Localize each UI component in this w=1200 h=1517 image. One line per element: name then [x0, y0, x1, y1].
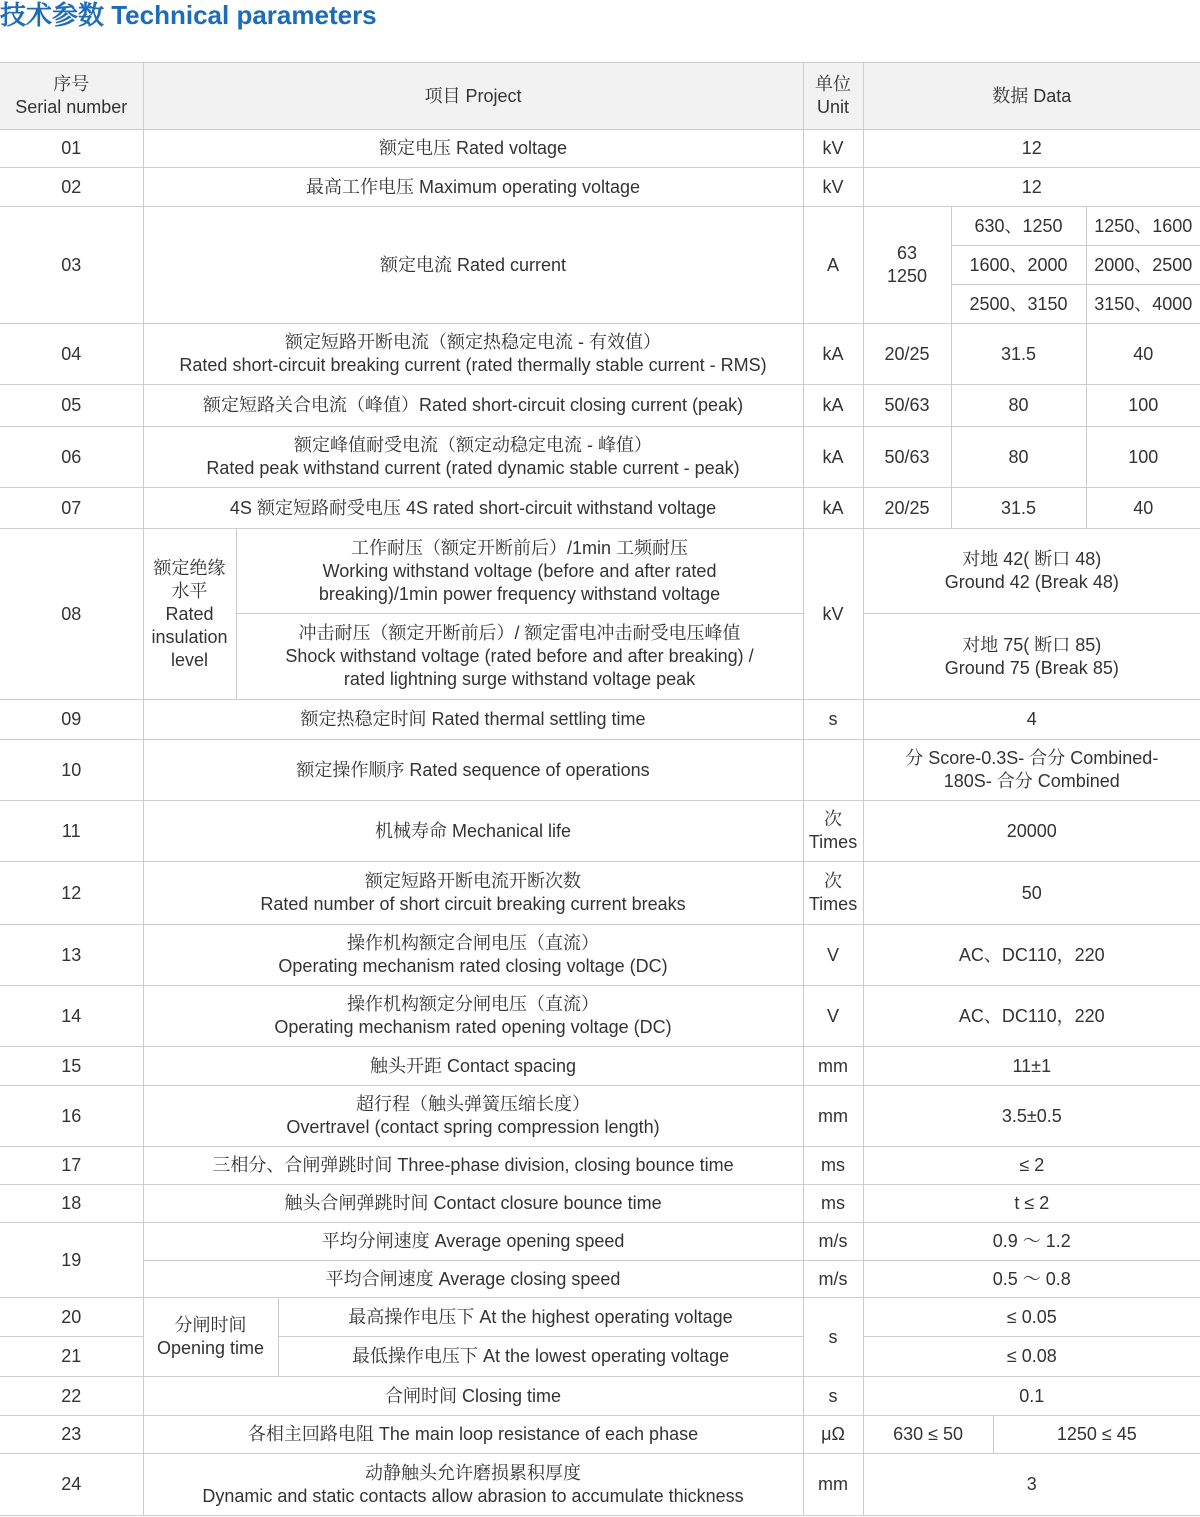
serial-cell: 02: [0, 168, 143, 207]
data-cell: 20/25: [863, 324, 951, 385]
data-cell: 31.5: [951, 324, 1086, 385]
project-cell: 超行程（触头弹簧压缩长度） Overtravel (contact spring compression length): [143, 1086, 803, 1147]
unit-cell: m/s: [803, 1223, 863, 1261]
table-row: [0, 1185, 1200, 1223]
unit-cell: kA: [803, 488, 863, 529]
data-cell: 对地 75( 断口 85) Ground 75 (Break 85): [863, 614, 1200, 700]
data-cell: 100: [1086, 385, 1200, 427]
data-cell: 1250、1600: [1086, 207, 1200, 246]
serial-cell: 13: [0, 925, 143, 986]
data-cell: 3.5±0.5: [863, 1086, 1200, 1147]
data-cell: 11±1: [863, 1047, 1200, 1086]
unit-cell: ms: [803, 1147, 863, 1185]
unit-cell: m/s: [803, 1261, 863, 1298]
data-cell: 50/63: [863, 385, 951, 427]
serial-cell: 09: [0, 700, 143, 740]
serial-cell: 11: [0, 801, 143, 862]
unit-cell: kA: [803, 385, 863, 427]
table-row: [0, 529, 1200, 614]
table-row: [0, 1454, 1200, 1516]
serial-cell: 05: [0, 385, 143, 427]
data-cell: 3150、4000: [1086, 285, 1200, 324]
serial-cell: 14: [0, 986, 143, 1047]
serial-cell: 08: [0, 529, 143, 700]
serial-cell: 17: [0, 1147, 143, 1185]
project-cell: 触头合闸弹跳时间 Contact closure bounce time: [143, 1185, 803, 1223]
data-cell: ≤ 2: [863, 1147, 1200, 1185]
data-cell: 0.5 ～ 0.8: [863, 1261, 1200, 1298]
data-cell: t ≤ 2: [863, 1185, 1200, 1223]
data-cell: 2500、3150: [951, 285, 1086, 324]
table-row: [0, 862, 1200, 925]
unit-cell: s: [803, 1377, 863, 1416]
project-cell: 最低操作电压下 At the lowest operating voltage: [278, 1337, 803, 1377]
table-row: [0, 1298, 1200, 1337]
data-cell: 12: [863, 168, 1200, 207]
unit-cell: A: [803, 207, 863, 324]
project-cell: 最高工作电压 Maximum operating voltage: [143, 168, 803, 207]
data-cell: 63 1250: [863, 207, 951, 324]
group-cell: 额定绝缘 水平 Rated insulation level: [143, 529, 236, 700]
data-cell: 12: [863, 130, 1200, 168]
data-cell: 1600、2000: [951, 246, 1086, 285]
data-cell: 630、1250: [951, 207, 1086, 246]
project-cell: 额定热稳定时间 Rated thermal settling time: [143, 700, 803, 740]
project-cell: 额定电流 Rated current: [143, 207, 803, 324]
data-cell: AC、DC110，220: [863, 986, 1200, 1047]
project-cell: 触头开距 Contact spacing: [143, 1047, 803, 1086]
table-row: [0, 385, 1200, 427]
serial-cell: 19: [0, 1223, 143, 1298]
project-cell: 三相分、合闸弹跳时间 Three-phase division, closing bounce time: [143, 1147, 803, 1185]
table-row: [0, 1047, 1200, 1086]
project-cell: 机械寿命 Mechanical life: [143, 801, 803, 862]
data-cell: ≤ 0.08: [863, 1337, 1200, 1377]
serial-cell: 24: [0, 1454, 143, 1516]
table-row: [0, 324, 1200, 385]
serial-cell: 22: [0, 1377, 143, 1416]
serial-cell: 06: [0, 427, 143, 488]
unit-cell: mm: [803, 1454, 863, 1516]
page-title: 技术参数 Technical parameters: [0, 0, 377, 30]
table-row: [0, 1223, 1200, 1261]
serial-cell: 01: [0, 130, 143, 168]
unit-cell: μΩ: [803, 1416, 863, 1454]
data-cell: 40: [1086, 488, 1200, 529]
project-cell: 平均分闸速度 Average opening speed: [143, 1223, 803, 1261]
data-cell: 0.9 ～ 1.2: [863, 1223, 1200, 1261]
unit-cell: [803, 740, 863, 801]
data-cell: 3: [863, 1454, 1200, 1516]
table-row: [0, 740, 1200, 801]
table-row: [0, 130, 1200, 168]
unit-cell: mm: [803, 1086, 863, 1147]
header-serial: 序号 Serial number: [0, 63, 143, 130]
table-row: [0, 207, 1200, 246]
unit-cell: ms: [803, 1185, 863, 1223]
table-row: [0, 1147, 1200, 1185]
serial-cell: 12: [0, 862, 143, 925]
data-cell: 100: [1086, 427, 1200, 488]
data-cell: 0.1: [863, 1377, 1200, 1416]
table-row: [0, 1261, 1200, 1298]
unit-cell: kV: [803, 529, 863, 700]
header-project: 项目 Project: [143, 63, 803, 130]
data-cell: 80: [951, 385, 1086, 427]
unit-cell: s: [803, 700, 863, 740]
project-cell: 额定短路开断电流开断次数 Rated number of short circuit breaking current breaks: [143, 862, 803, 925]
project-cell: 工作耐压（额定开断前后）/1min 工频耐压 Working withstand voltage (before and after rated breaking)/1min power frequency withstand voltage: [236, 529, 803, 614]
data-cell: 20000: [863, 801, 1200, 862]
serial-cell: 15: [0, 1047, 143, 1086]
table-row: [0, 801, 1200, 862]
serial-cell: 23: [0, 1416, 143, 1454]
unit-cell: 次 Times: [803, 801, 863, 862]
table-row: [0, 1086, 1200, 1147]
unit-cell: 次 Times: [803, 862, 863, 925]
project-cell: 最高操作电压下 At the highest operating voltage: [278, 1298, 803, 1337]
project-cell: 额定短路开断电流（额定热稳定电流 - 有效值） Rated short-circuit breaking current (rated thermally stable current - RMS): [143, 324, 803, 385]
project-cell: 各相主回路电阻 The main loop resistance of each phase: [143, 1416, 803, 1454]
table-row: [0, 427, 1200, 488]
header-data: 数据 Data: [863, 63, 1200, 130]
table-row: [0, 168, 1200, 207]
group-cell: 分闸时间 Opening time: [143, 1298, 278, 1377]
header-row: [0, 63, 1200, 130]
table-row: [0, 488, 1200, 529]
serial-cell: 03: [0, 207, 143, 324]
unit-cell: kA: [803, 427, 863, 488]
unit-cell: s: [803, 1298, 863, 1377]
table-row: [0, 925, 1200, 986]
project-cell: 操作机构额定合闸电压（直流） Operating mechanism rated closing voltage (DC): [143, 925, 803, 986]
data-cell: 31.5: [951, 488, 1086, 529]
unit-cell: kV: [803, 130, 863, 168]
serial-cell: 16: [0, 1086, 143, 1147]
serial-cell: 21: [0, 1337, 143, 1377]
data-cell: 50/63: [863, 427, 951, 488]
project-cell: 4S 额定短路耐受电压 4S rated short-circuit withstand voltage: [143, 488, 803, 529]
data-cell: 对地 42( 断口 48) Ground 42 (Break 48): [863, 529, 1200, 614]
data-cell: 1250 ≤ 45: [993, 1416, 1200, 1454]
serial-cell: 18: [0, 1185, 143, 1223]
data-cell: 20/25: [863, 488, 951, 529]
data-cell: 630 ≤ 50: [863, 1416, 993, 1454]
table-row: [0, 986, 1200, 1047]
project-cell: 额定峰值耐受电流（额定动稳定电流 - 峰值） Rated peak withstand current (rated dynamic stable current - peak): [143, 427, 803, 488]
data-cell: 40: [1086, 324, 1200, 385]
project-cell: 冲击耐压（额定开断前后）/ 额定雷电冲击耐受电压峰值 Shock withstand voltage (rated before and after breaking) / rated lightning surge withstand voltage peak: [236, 614, 803, 700]
header-unit: 单位 Unit: [803, 63, 863, 130]
serial-cell: 04: [0, 324, 143, 385]
project-cell: 动静触头允许磨损累积厚度 Dynamic and static contacts allow abrasion to accumulate thickness: [143, 1454, 803, 1516]
project-cell: 额定电压 Rated voltage: [143, 130, 803, 168]
data-cell: ≤ 0.05: [863, 1298, 1200, 1337]
project-cell: 操作机构额定分闸电压（直流） Operating mechanism rated opening voltage (DC): [143, 986, 803, 1047]
data-cell: 4: [863, 700, 1200, 740]
data-cell: AC、DC110，220: [863, 925, 1200, 986]
table-row: [0, 700, 1200, 740]
project-cell: 额定短路关合电流（峰值）Rated short-circuit closing current (peak): [143, 385, 803, 427]
data-cell: 80: [951, 427, 1086, 488]
serial-cell: 07: [0, 488, 143, 529]
unit-cell: kV: [803, 168, 863, 207]
project-cell: 合闸时间 Closing time: [143, 1377, 803, 1416]
unit-cell: V: [803, 986, 863, 1047]
data-cell: 50: [863, 862, 1200, 925]
project-cell: 额定操作顺序 Rated sequence of operations: [143, 740, 803, 801]
unit-cell: mm: [803, 1047, 863, 1086]
table-row: [0, 1416, 1200, 1454]
project-cell: 平均合闸速度 Average closing speed: [143, 1261, 803, 1298]
unit-cell: kA: [803, 324, 863, 385]
unit-cell: V: [803, 925, 863, 986]
serial-cell: 20: [0, 1298, 143, 1337]
data-cell: 2000、2500: [1086, 246, 1200, 285]
spec-table: [0, 62, 1200, 1516]
table-row: [0, 1377, 1200, 1416]
serial-cell: 10: [0, 740, 143, 801]
data-cell: 分 Score-0.3S- 合分 Combined- 180S- 合分 Combined: [863, 740, 1200, 801]
